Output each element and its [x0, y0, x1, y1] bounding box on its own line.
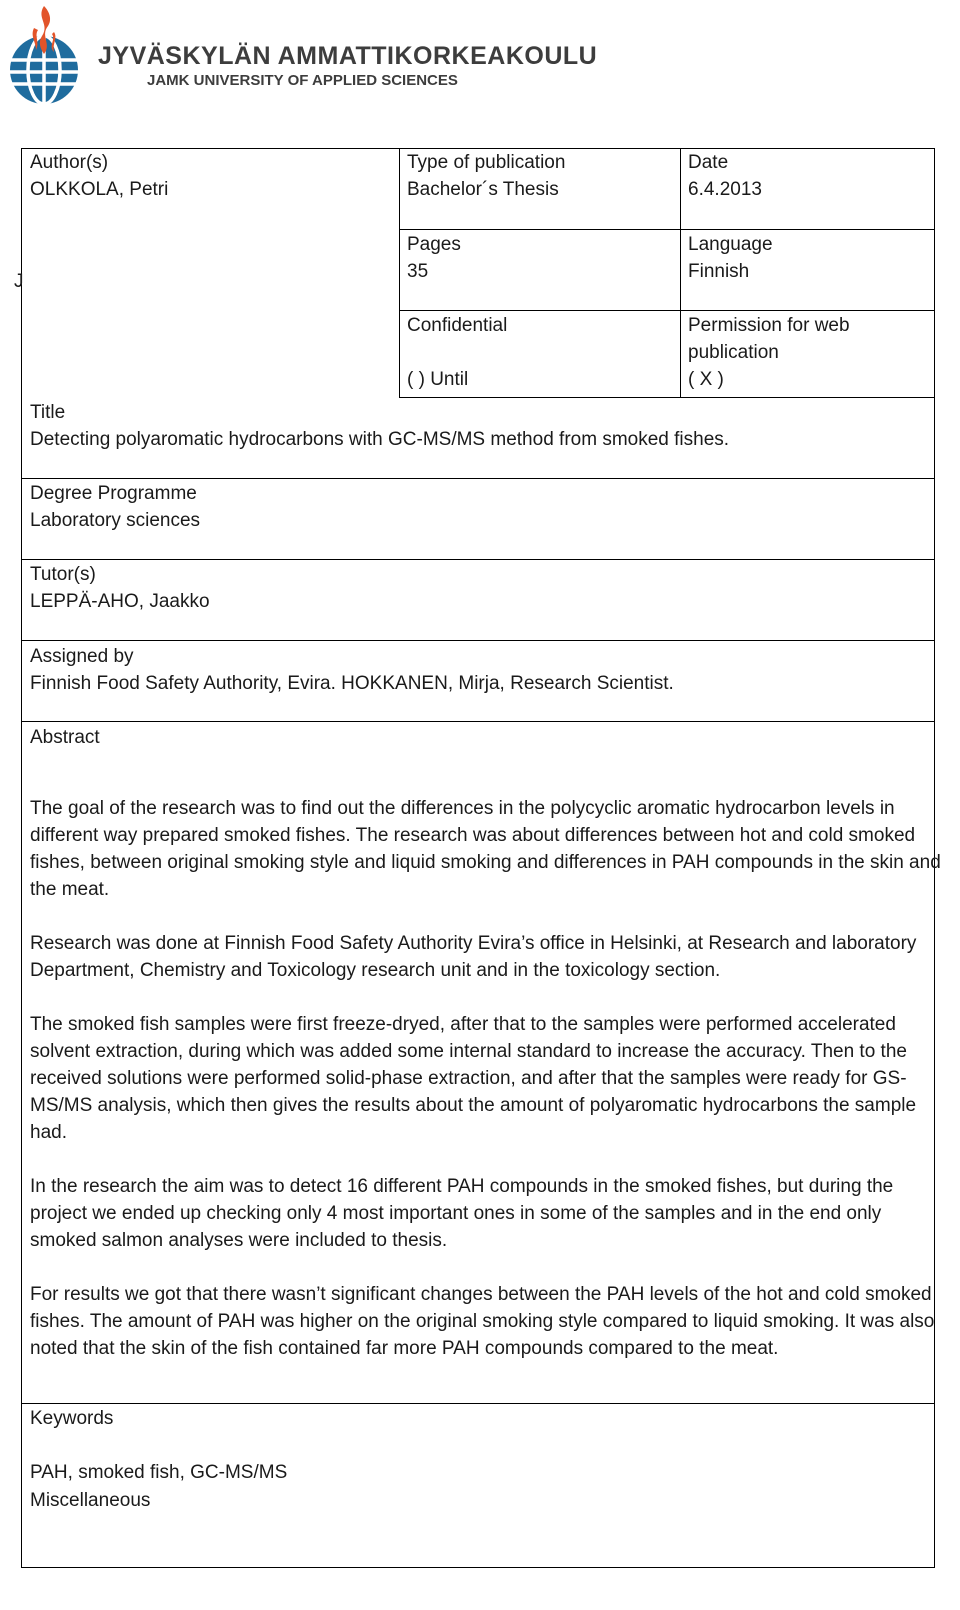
- assigned-by-label: Assigned by: [30, 646, 134, 667]
- degree-programme-value: Laboratory sciences: [30, 510, 201, 531]
- abstract-label: Abstract: [30, 727, 100, 748]
- date-label: Date: [688, 152, 729, 173]
- publication-type-label: Type of publication: [407, 152, 566, 173]
- confidential-label: Confidential: [407, 315, 508, 336]
- web-permission-value: ( X ): [688, 369, 724, 390]
- author-value: OLKKOLA, Petri: [30, 179, 169, 200]
- title-label: Title: [30, 402, 66, 423]
- tutor-value: LEPPÄ-AHO, Jaakko: [30, 591, 210, 612]
- miscellaneous-label: Miscellaneous: [30, 1490, 151, 1511]
- pages-value: 35: [407, 261, 429, 282]
- title-value: Detecting polyaromatic hydrocarbons with GC-MS/MS method from smoked fishes.: [30, 429, 730, 450]
- author-label: Author(s): [30, 152, 109, 173]
- abstract-paragraph: In the research the aim was to detect 16 different PAH compounds in the smoked fishes, but during the project we ended up checking only 4 most important ones in some of the samples and in the end only smoked salmon analyses were included to thesis.: [30, 1176, 894, 1251]
- logo-subtitle: JAMK UNIVERSITY OF APPLIED SCIENCES: [147, 72, 458, 89]
- date-value: 6.4.2013: [688, 179, 762, 200]
- keywords-value: PAH, smoked fish, GC-MS/MS: [30, 1462, 288, 1483]
- language-label: Language: [688, 234, 773, 255]
- language-value: Finnish: [688, 261, 750, 282]
- keywords-label: Keywords: [30, 1408, 114, 1429]
- stray-character: J: [14, 271, 24, 292]
- web-permission-label-line2: publication: [688, 342, 779, 363]
- abstract-paragraph: Research was done at Finnish Food Safety Authority Evira’s office in Helsinki, at Research and laboratory Department, Chemistry and Toxicology research unit and in the toxicology section.: [30, 933, 917, 981]
- pages-label: Pages: [407, 234, 461, 255]
- abstract-paragraph: For results we got that there wasn’t significant changes between the PAH levels of the hot and cold smoked fishes. The amount of PAH was higher on the original smoking style compared to liquid smoking. It was also noted that the skin of the fish contained far more PAH compounds compared to the meat.: [30, 1284, 935, 1359]
- abstract-paragraph: The smoked fish samples were first freeze-dryed, after that to the samples were performed accelerated solvent extraction, during which was added some internal standard to increase the accuracy. Then to the received solutions were performed solid-phase extraction, and after that the samples were ready for GS-MS/MS analysis, which then gives the results about the amount of polyaromatic hydrocarbons the sample had.: [30, 1014, 917, 1143]
- logo-name: JYVÄSKYLÄN AMMATTIKORKEAKOULU: [98, 42, 598, 70]
- abstract-body: [30, 795, 945, 1389]
- degree-programme-label: Degree Programme: [30, 483, 197, 504]
- publication-type-value: Bachelor´s Thesis: [407, 179, 559, 200]
- web-permission-label-line1: Permission for web: [688, 315, 850, 336]
- confidential-value: ( ) Until: [407, 369, 469, 390]
- jamk-logo-icon: [6, 2, 84, 106]
- abstract-paragraph: The goal of the research was to find out the differences in the polycyclic aromatic hydrocarbon levels in different way prepared smoked fishes. The research was about differences between hot and cold smoked fishes, between original smoking style and liquid smoking and differences in PAH compounds in the skin and the meat.: [30, 798, 941, 900]
- tutor-label: Tutor(s): [30, 564, 96, 585]
- assigned-by-value: Finnish Food Safety Authority, Evira. HOKKANEN, Mirja, Research Scientist.: [30, 673, 674, 694]
